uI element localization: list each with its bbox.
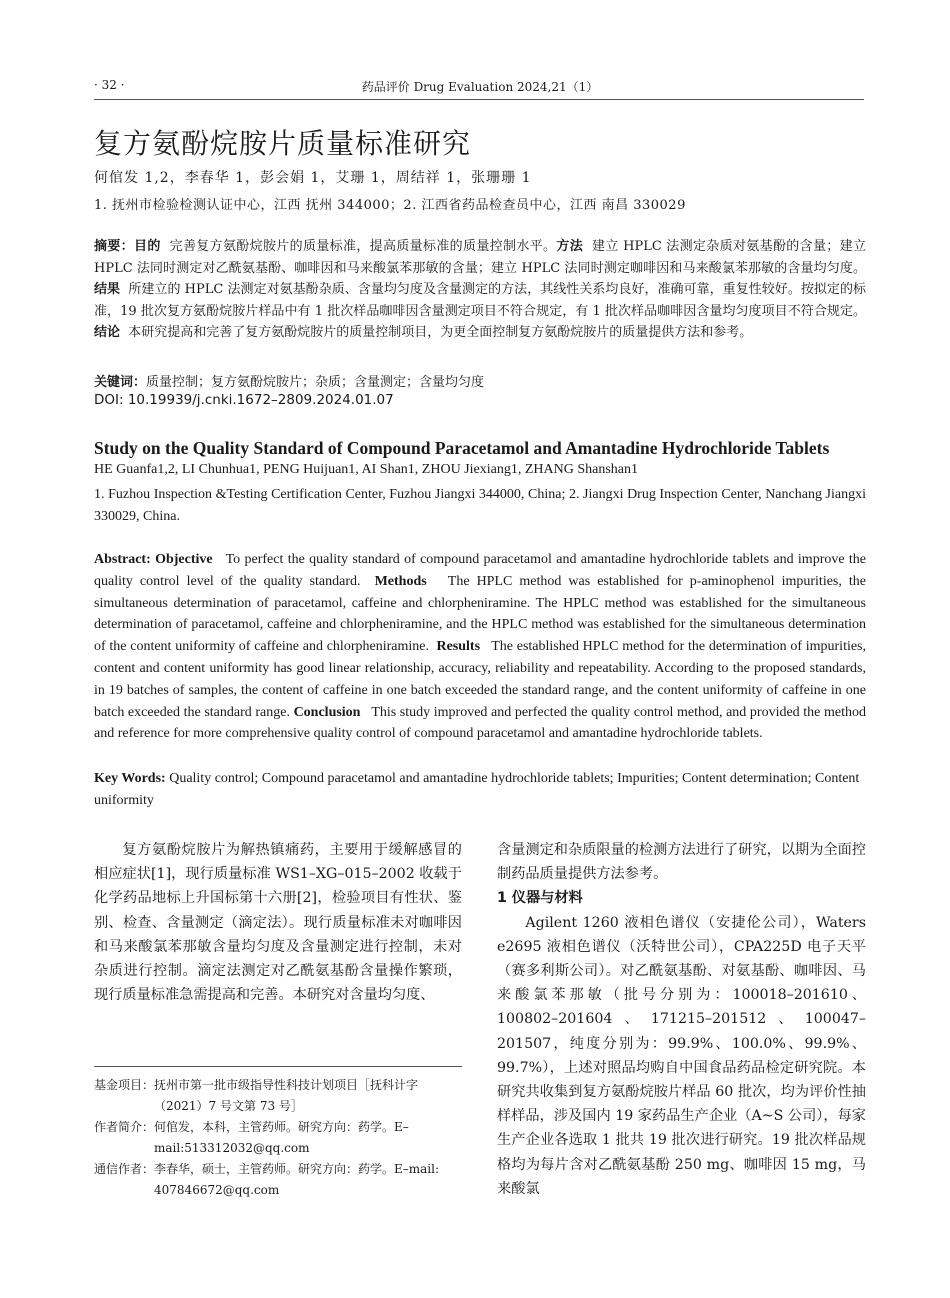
footnote-corresponding xyxy=(94,1159,462,1201)
section-heading: 1 仪器与材料 xyxy=(497,890,583,907)
keywords-english xyxy=(94,768,866,812)
abstract-english xyxy=(94,549,866,745)
results-en-text: The established HPLC method for the determination of impurities, content and content uniformity has good linear relationship, accuracy, reliability and repeatability. According to the proposed standards, in 19 batches of samples, the content of caffeine in one batch exceeded the standard range, and the content uniformity of caffeine in one batch exceeded the standard range. xyxy=(94,639,867,720)
right-paragraph-1: 含量测定和杂质限量的检测方法进行了研究，以期为全面控制药品质量提供方法参考。 xyxy=(497,842,866,883)
methods-en-text: The HPLC method was established for p-aminophenol impurities, the simultaneous determination of paracetamol, caffeine and chlorpheniramine. The HPLC method was established for the simultaneous determination of paracetamol, caffeine and chlorpheniramine, and the HPLC method was established for the simultaneous determination of the content uniformity of caffeine and chlorpheniramine. xyxy=(94,573,867,655)
footnote-label: 作者简介： xyxy=(94,1120,155,1134)
methods-en-label: Methods xyxy=(374,573,427,589)
authors-chinese: 何倌发 1,2，李春华 1，彭会娟 1，艾珊 1，周结祥 1，张珊珊 1 xyxy=(94,170,532,186)
keywords-text: 质量控制；复方氨酚烷胺片；杂质；含量测定；含量均匀度 xyxy=(146,375,485,390)
results-en-label: Results xyxy=(436,639,481,655)
footnote-rule xyxy=(94,1066,462,1067)
objective-text: 完善复方氨酚烷胺片的质量标准，提高质量标准的质量控制水平。 xyxy=(169,239,557,254)
conclusion-en-text: This study improved and perfected the quality control method, and provided the method and reference for more comprehensive quality control of compound paracetamol and amantadine hydrochloride tablets. xyxy=(94,704,866,742)
page-number: · 32 · xyxy=(94,78,125,92)
footnote-text: 李春华，硕士，主管药师。研究方向：药学。E–mail: 407846672@qq.com xyxy=(154,1162,440,1197)
methods-label: 方法 xyxy=(556,239,584,254)
doi: DOI: 10.19939/j.cnki.1672–2809.2024.01.07 xyxy=(94,392,394,408)
intro-paragraph: 复方氨酚烷胺片为解热镇痛药，主要用于缓解感冒的相应症状[1]，现行质量标准 WS1–XG–015–2002 收载于化学药品地标上升国标第十六册[2]，检验项目有性状、鉴别、检查、含量测定（滴定法）。现行质量标准未对咖啡因和马来酸氯苯那敏含量均匀度及含量测定进行控制，未对杂质进行控制。滴定法测定对乙酰氨基酚含量操作繁琐，现行质量标准急需提高和完善。本研究对含量均匀度、 xyxy=(94,842,462,1004)
body-left-column xyxy=(94,838,462,1007)
abstract-label: 摘要： xyxy=(94,239,135,254)
abstract-en-label: Abstract: Objective xyxy=(94,552,213,567)
keywords-en-label: Key Words: xyxy=(94,771,166,786)
title-chinese: 复方氨酚烷胺片质量标准研究 xyxy=(94,127,472,160)
abstract-chinese xyxy=(94,236,866,344)
results-text: 所建立的 HPLC 法测定对氨基酚杂质、含量均匀度及含量测定的方法，其线性关系均良好，准确可靠，重复性较好。按拟定的标准，19 批次复方氨酚烷胺片样品中有 1 批次样品咖啡因含量测定项目不符合规定，有 1 批次样品咖啡因含量均匀度项目不符合规定。 xyxy=(94,282,866,319)
footnote-text: 何倌发，本科，主管药师。研究方向：药学。E–mail:513312032@qq.com xyxy=(154,1120,409,1155)
results-label: 结果 xyxy=(94,282,121,298)
methods-text: 建立 HPLC 法测定杂质对氨基酚的含量；建立 HPLC 法同时测定对乙酰氨基酚、咖啡因和马来酸氯苯那敏的含量；建立 HPLC 法同时测定咖啡因和马来酸氯苯那敏的含量均匀度。 xyxy=(94,239,866,276)
footnote-author xyxy=(94,1117,462,1159)
footnote-text: 抚州市第一批市级指导性科技计划项目［抚科计字（2021）7 号文第 73 号］ xyxy=(154,1078,419,1113)
body-right-column xyxy=(497,838,866,1201)
keywords-en-text: Quality control; Compound paracetamol and amantadine hydrochloride tablets; Impurities; Content determination; Content uniformity xyxy=(94,771,860,808)
journal-header: 药品评价 Drug Evaluation 2024,21（1） xyxy=(361,80,599,94)
conclusion-label: 结论 xyxy=(94,325,121,341)
header-rule xyxy=(94,99,864,100)
conclusion-en-label: Conclusion xyxy=(293,704,361,720)
right-paragraph-2: Agilent 1260 液相色谱仪（安捷伦公司），Waters e2695 液相色谱仪（沃特世公司），CPA225D 电子天平（赛多利斯公司）。对乙酰氨基酚、对氨基酚、咖啡因、马来酸氯苯那敏（批号分别为：100018–201610、100802–201604、171215–201512、100047–201507，纯度分别为：99.9%、100.0%、99.9%、99.7%），上述对照品均购自中国食品药品检定研究院。本研究共收集到复方氨酚烷胺片样品 60 批次，均为评价性抽样样品，涉及国内 19 家药品生产企业（A~S 公司），每家生产企业各选取 1 批共 19 批次进行研究。19 批次样品规格均为每片含对乙酰氨基酚 250 mg、咖啡因 15 mg，马来酸氯 xyxy=(497,914,866,1197)
footnote-label: 基金项目： xyxy=(94,1078,155,1092)
objective-en-text: To perfect the quality standard of compound paracetamol and amantadine hydrochloride tablets and improve the quality control level of the quality standard. xyxy=(94,552,866,589)
keywords-label: 关键词： xyxy=(94,375,147,390)
keywords-chinese xyxy=(94,371,866,390)
footnote-label: 通信作者： xyxy=(94,1162,155,1176)
authors-english: HE Guanfa1,2, LI Chunhua1, PENG Huijuan1, AI Shan1, ZHOU Jiexiang1, ZHANG Shanshan1 xyxy=(94,462,638,477)
title-english: Study on the Quality Standard of Compound Paracetamol and Amantadine Hydrochloride Tablets xyxy=(94,438,830,458)
affiliation-english: 1. Fuzhou Inspection &Testing Certification Center, Fuzhou Jiangxi 344000, China; 2. Jiangxi Drug Inspection Center, Nanchang Jiangxi 330029, China. xyxy=(94,487,866,524)
footnote-funding xyxy=(94,1075,462,1117)
affiliation-chinese: 1. 抚州市检验检测认证中心，江西 抚州 344000；2. 江西省药品检查员中心，江西 南昌 330029 xyxy=(94,198,686,213)
footnotes xyxy=(94,1075,462,1201)
conclusion-text: 本研究提高和完善了复方氨酚烷胺片的质量控制项目，为更全面控制复方氨酚烷胺片的质量提供方法和参考。 xyxy=(128,325,753,341)
objective-label: 目的 xyxy=(134,239,161,254)
